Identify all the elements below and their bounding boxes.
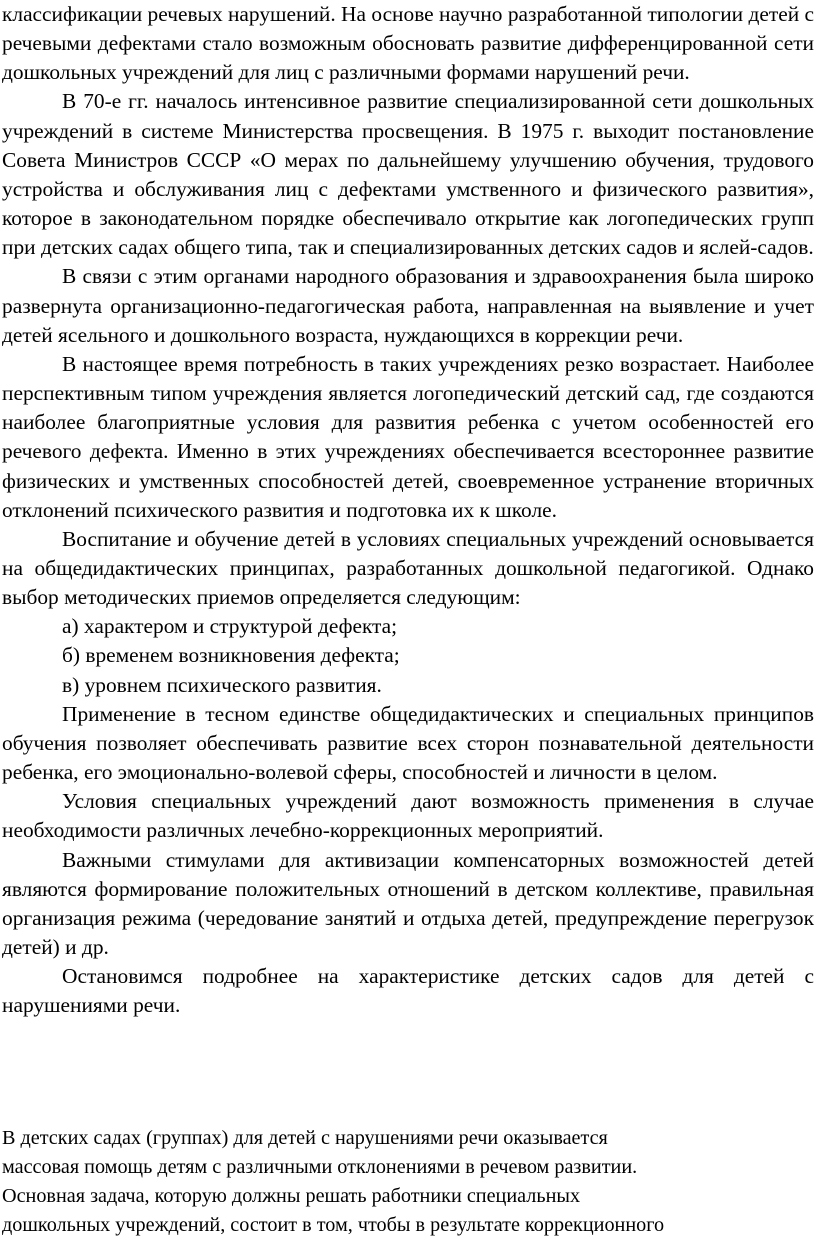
list-item-a: а) характером и структурой дефекта;: [62, 614, 398, 639]
tail-text-block: [2, 1124, 814, 1240]
paragraph-kindergarten-characteristics: Остановимся подробнее на характеристике детских садов для детей с нарушениями речи.: [2, 964, 814, 1018]
paragraph-speech-kindergarten: В настоящее время потребность в таких учреждениях резко возрастает. Наиболее перспективным типом учреждения является логопедический детский сад, где создаются наиболее благоприятные условия для развития ребенка с учетом особенностей его речевого дефекта. Именно в этих учреждениях обеспечивается всестороннее развитие физических и умственных способностей детей, своевременное устранение вторичных отклонений психического развития и подготовка их к школе.: [2, 351, 814, 522]
paragraph-organizational-work: В связи с этим органами народного образования и здравоохранения была широко развернута организационно-педагогическая работа, направленная на выявление и учет детей ясельного и дошкольного возраста, нуждающихся в коррекции речи.: [2, 264, 814, 347]
main-text-block: [2, 0, 814, 1020]
list-item-b: б) временем возникновения дефекта;: [62, 643, 400, 668]
paragraph-unity-principles: Применение в тесном единстве общедидактических и специальных принципов обучения позволяет обеспечивать развитие всех сторон познавательной деятельности ребенка, его эмоционально-волевой сферы, способностей и личности в целом.: [2, 701, 814, 785]
list-item-c: в) уровнем психического развития.: [62, 672, 382, 697]
paragraph-continuation: классификации речевых нарушений. На основе научно разработанной типологии детей с речевыми дефектами стало возможным обосновать развитие дифференцированной сети дошкольных учреждений для лиц с различными формами нарушений речи.: [2, 2, 814, 85]
tail-line: Основная задача, которую должны решать работники специальных: [2, 1185, 581, 1207]
tail-line: В детских садах (группах) для детей с нарушениями речи оказывается: [2, 1127, 608, 1149]
paragraph-1975-decree: В 70-е гг. началось интенсивное развитие специализированной сети дошкольных учреждений в системе Министерства просвещения. В 1975 г. выходит постановление Совета Министров СССР «О мерах по дальнейшему улучшению обучения, трудового устройства и обслуживания лиц с дефектами умственного и физического развития», которое в законодательном порядке обеспечивало открытие как логопедических групп при детских садах общего типа, так и специализированных детских садов и яслей-садов.: [2, 89, 814, 260]
paragraph-special-conditions: Условия специальных учреждений дают возможность применения в случае необходимости различных лечебно-коррекционных мероприятий.: [2, 789, 814, 843]
paragraph-didactic-principles: Воспитание и обучение детей в условиях специальных учреждений основывается на общедидактических принципах, разработанных дошкольной педагогикой. Однако выбор методических приемов определяется следующим:: [2, 526, 814, 610]
tail-line: дошкольных учреждений, состоит в том, чтобы в результате коррекционного: [2, 1214, 665, 1236]
tail-line: массовая помощь детям с различными отклонениями в речевом развитии.: [2, 1156, 638, 1178]
paragraph-compensatory-stimuli: Важными стимулами для активизации компенсаторных возможностей детей являются формирование положительных отношений в детском коллективе, правильная организация режима (чередование занятий и отдыха детей, предупреждение перегрузок детей) и др.: [2, 847, 814, 959]
